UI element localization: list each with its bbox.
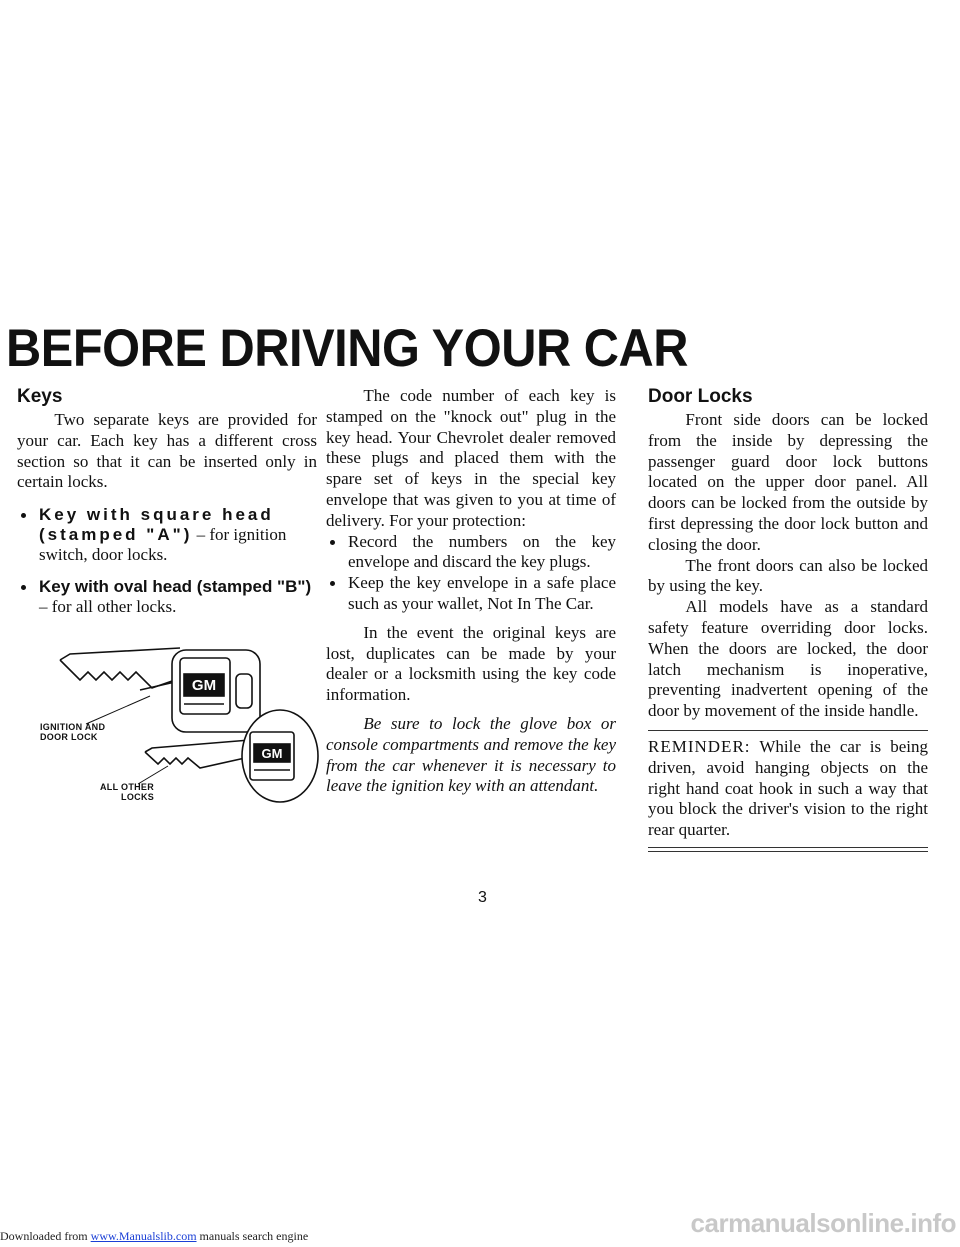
key-square-head-item (17, 505, 317, 565)
reminder-box (648, 730, 928, 841)
page-number: 3 (478, 889, 487, 906)
door-locks-title: Door Locks (648, 386, 753, 407)
key-square-head-text: – for ignition switch, door locks. (39, 525, 287, 565)
footer-prefix: Downloaded from (0, 1229, 91, 1243)
key-oval-head-text: – for all other locks. (39, 597, 177, 617)
square-head-key-icon (60, 648, 260, 732)
key-code-paragraph: The code number of each key is stamped on the "knock out" plug in the key head. Your Chevrolet dealer removed these plugs and placed them with the spare set of keys in the special key envelope that was given to you at time of delivery. For your protection: (326, 386, 616, 530)
key-oval-head-item (17, 577, 317, 617)
leader-line-1 (86, 696, 150, 724)
door-locks-section (648, 386, 928, 852)
reminder-text: While the car is being driven, avoid hanging objects on the right hand coat hook in such a way that you block the driver's vision to the right rear quarter. (648, 736, 928, 840)
key-square-head-lead: Key with square head (stamped "A") (39, 505, 274, 545)
logo-text-2: GM (261, 746, 283, 761)
door-locks-paragraph-2: The front doors can also be locked by using the key. (648, 555, 928, 596)
ignition-door-label: IGNITION AND DOOR LOCK (40, 722, 106, 742)
page-heading: BEFORE DRIVING YOUR CAR (6, 319, 689, 378)
door-locks-paragraph-3: All models have as a standard safety feature overriding door locks. When the doors are locked, the door latch mechanism is inoperative, preventing inadvertent opening of the door by movement of the inside handle. (648, 597, 928, 721)
reminder-label: REMINDER: (648, 736, 751, 756)
manualslib-link[interactable]: www.Manualslib.com (90, 1229, 197, 1243)
logo-text-1: GM (191, 677, 217, 694)
key-code-section (326, 386, 616, 797)
lost-keys-paragraph: In the event the original keys are lost, duplicates can be made by your dealer or a locksmith using the key code information. (326, 622, 616, 705)
section-end-rule (648, 847, 928, 852)
footer-suffix: manuals search engine (196, 1229, 309, 1243)
door-locks-paragraph-1: Front side doors can be locked from the inside by depressing the passenger guard door lock buttons located on the upper door panel. All doors can be locked from the outside by first depressing the door lock button and closing the door. (648, 410, 928, 554)
keys-title: Keys (17, 386, 63, 407)
key-oval-head-lead: Key with oval head (stamped "B") (39, 577, 312, 597)
all-other-locks-label: ALL OTHER LOCKS (100, 782, 155, 802)
keys-illustration (40, 640, 330, 815)
record-numbers-text: Record the numbers on the key envelope and discard the key plugs. (348, 531, 616, 572)
keep-envelope-text: Keep the key envelope in a safe place such as your wallet, Not In The Car. (348, 573, 616, 613)
keep-envelope-item (326, 573, 616, 615)
keys-intro: Two separate keys are provided for your car. Each key has a different cross section so that it can be inserted only in certain locks. (17, 410, 317, 492)
download-footer (0, 1226, 308, 1247)
keys-section (17, 386, 317, 617)
record-numbers-item (326, 532, 616, 574)
site-watermark: carmanualsonline.info (690, 1208, 956, 1238)
glove-box-note: Be sure to lock the glove box or console compartments and remove the key from the car whenever it is necessary to leave the ignition key with an attendant. (326, 713, 616, 796)
